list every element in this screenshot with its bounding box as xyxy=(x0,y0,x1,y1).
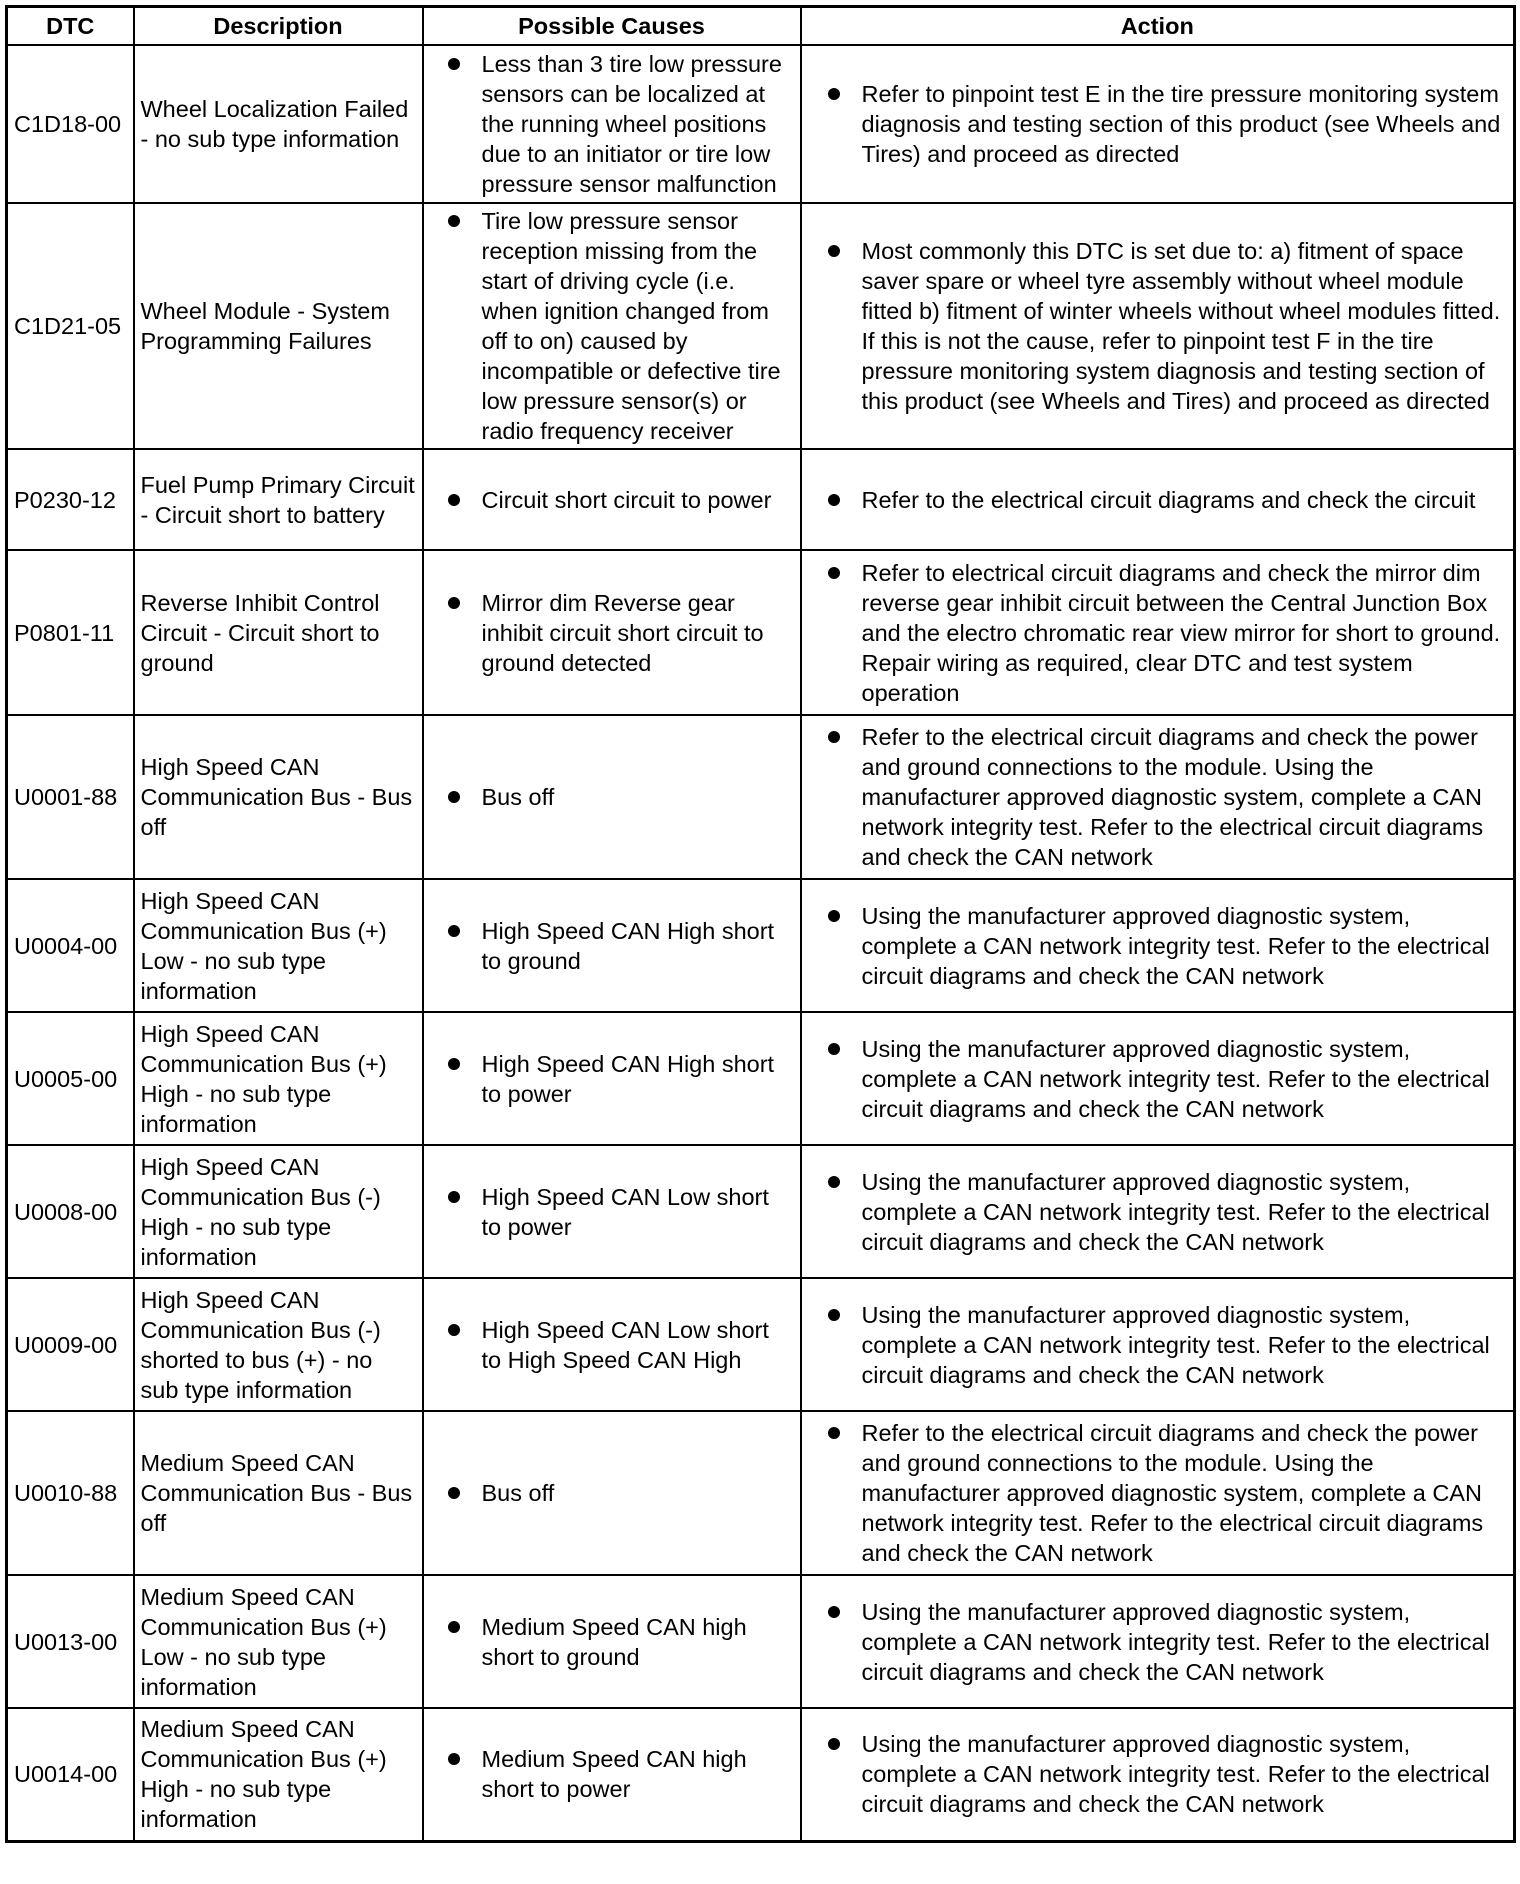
bullet-icon xyxy=(448,58,460,70)
table-row xyxy=(7,1708,1515,1841)
action-text: Using the manufacturer approved diagnostic system, complete a CAN network integrity test. Refer to the electrical circuit diagrams and check the CAN network xyxy=(861,1035,1490,1122)
dtc-description: Wheel Module - System Programming Failures xyxy=(134,203,423,449)
dtc-description: High Speed CAN Communication Bus - Bus off xyxy=(134,715,423,879)
dtc-code: U0001-88 xyxy=(7,715,134,879)
table-row xyxy=(7,1012,1515,1145)
action-text: Using the manufacturer approved diagnostic system, complete a CAN network integrity test. Refer to the electrical circuit diagrams and check the CAN network xyxy=(861,1168,1490,1255)
header-dtc: DTC xyxy=(7,7,134,46)
document-page xyxy=(5,5,1513,1843)
bullet-icon xyxy=(828,1738,840,1750)
action-text: Refer to the electrical circuit diagrams and check the power and ground connections to the module. Using the manufacturer approved diagnostic system, complete a CAN network integrity test. Refer to the electrical circuit diagrams and check the CAN network xyxy=(861,1420,1484,1566)
dtc-code: U0004-00 xyxy=(7,879,134,1012)
dtc-table xyxy=(5,5,1516,1843)
possible-cause xyxy=(423,1012,801,1145)
bullet-icon xyxy=(448,1324,460,1336)
action-text: Using the manufacturer approved diagnostic system, complete a CAN network integrity test. Refer to the electrical circuit diagrams and check the CAN network xyxy=(861,1301,1490,1388)
cause-text: Medium Speed CAN high short to ground xyxy=(481,1613,747,1670)
possible-cause xyxy=(423,1575,801,1708)
bullet-icon xyxy=(828,910,840,922)
action-text: Using the manufacturer approved diagnostic system, complete a CAN network integrity test. Refer to the electrical circuit diagrams and check the CAN network xyxy=(861,902,1490,989)
table-row xyxy=(7,1411,1515,1575)
action xyxy=(801,1708,1515,1841)
header-description: Description xyxy=(134,7,423,46)
dtc-code: U0005-00 xyxy=(7,1012,134,1145)
action xyxy=(801,1575,1515,1708)
cause-text: Tire low pressure sensor reception missing from the start of driving cycle (i.e. when ignition changed from off to on) caused by incompatible or defective tire low pressure sensor(s) or radio frequency receiver xyxy=(481,208,781,444)
possible-cause xyxy=(423,1708,801,1841)
possible-cause xyxy=(423,879,801,1012)
action-text: Most commonly this DTC is set due to: a) fitment of space saver spare or wheel tyre assembly without wheel module fitted b) fitment of winter wheels without wheel modules fitted. If this is not the cause, refer to pinpoint test F in the tire pressure monitoring system diagnosis and testing section of this product (see Wheels and Tires) and proceed as directed xyxy=(861,238,1501,414)
dtc-description: Medium Speed CAN Communication Bus (+) High - no sub type information xyxy=(134,1708,423,1841)
action xyxy=(801,449,1515,550)
bullet-icon xyxy=(828,88,840,100)
possible-cause xyxy=(423,45,801,203)
dtc-code: U0013-00 xyxy=(7,1575,134,1708)
bullet-icon xyxy=(828,567,840,579)
bullet-icon xyxy=(828,245,840,257)
dtc-description: Wheel Localization Failed - no sub type information xyxy=(134,45,423,203)
table-row xyxy=(7,879,1515,1012)
bullet-icon xyxy=(828,494,840,506)
bullet-icon xyxy=(448,791,460,803)
action xyxy=(801,45,1515,203)
dtc-description: High Speed CAN Communication Bus (-) shorted to bus (+) - no sub type information xyxy=(134,1278,423,1411)
cause-text: Less than 3 tire low pressure sensors can be localized at the running wheel positions due to an initiator or tire low pressure sensor malfunction xyxy=(481,51,782,197)
dtc-code: P0801-11 xyxy=(7,550,134,715)
possible-cause xyxy=(423,715,801,879)
action xyxy=(801,879,1515,1012)
table-row xyxy=(7,1145,1515,1278)
dtc-code: U0008-00 xyxy=(7,1145,134,1278)
table-row xyxy=(7,203,1515,449)
bullet-icon xyxy=(448,925,460,937)
table-row xyxy=(7,1575,1515,1708)
header-possible-causes: Possible Causes xyxy=(423,7,801,46)
bullet-icon xyxy=(828,1176,840,1188)
bullet-icon xyxy=(448,1191,460,1203)
cause-text: High Speed CAN High short to power xyxy=(481,1050,775,1107)
bullet-icon xyxy=(448,215,460,227)
action-text: Refer to the electrical circuit diagrams and check the circuit xyxy=(861,486,1476,513)
dtc-description: Fuel Pump Primary Circuit - Circuit short to battery xyxy=(134,449,423,550)
bullet-icon xyxy=(448,597,460,609)
bullet-icon xyxy=(448,1753,460,1765)
cause-text: Bus off xyxy=(481,1480,555,1506)
possible-cause xyxy=(423,1411,801,1575)
action xyxy=(801,1278,1515,1411)
action xyxy=(801,1411,1515,1575)
cause-text: Medium Speed CAN high short to power xyxy=(481,1746,747,1803)
bullet-icon xyxy=(828,1606,840,1618)
table-header-row xyxy=(7,7,1515,46)
table-row xyxy=(7,449,1515,550)
action xyxy=(801,1145,1515,1278)
action xyxy=(801,550,1515,715)
cause-text: Circuit short circuit to power xyxy=(481,486,772,513)
possible-cause xyxy=(423,1278,801,1411)
possible-cause xyxy=(423,1145,801,1278)
dtc-description: High Speed CAN Communication Bus (-) High - no sub type information xyxy=(134,1145,423,1278)
action-text: Refer to the electrical circuit diagrams and check the power and ground connections to the module. Using the manufacturer approved diagnostic system, complete a CAN network integrity test. Refer to the electrical circuit diagrams and check the CAN network xyxy=(861,724,1484,870)
bullet-icon xyxy=(448,1621,460,1633)
action-text: Refer to electrical circuit diagrams and check the mirror dim reverse gear inhibit circuit between the Central Junction Box and the electro chromatic rear view mirror for short to ground. Repair wiring as required, clear DTC and test system operation xyxy=(861,559,1501,706)
dtc-code: C1D21-05 xyxy=(7,203,134,449)
dtc-description: High Speed CAN Communication Bus (+) Low - no sub type information xyxy=(134,879,423,1012)
dtc-code: U0014-00 xyxy=(7,1708,134,1841)
cause-text: High Speed CAN Low short to power xyxy=(481,1183,769,1240)
bullet-icon xyxy=(448,1058,460,1070)
cause-text: Mirror dim Reverse gear inhibit circuit short circuit to ground detected xyxy=(481,589,764,676)
bullet-icon xyxy=(828,1309,840,1321)
table-row xyxy=(7,715,1515,879)
action xyxy=(801,715,1515,879)
dtc-description: High Speed CAN Communication Bus (+) High - no sub type information xyxy=(134,1012,423,1145)
table-row xyxy=(7,45,1515,203)
action-text: Refer to pinpoint test E in the tire pressure monitoring system diagnosis and testing section of this product (see Wheels and Tires) and proceed as directed xyxy=(861,81,1501,167)
dtc-code: U0010-88 xyxy=(7,1411,134,1575)
dtc-description: Reverse Inhibit Control Circuit - Circuit short to ground xyxy=(134,550,423,715)
bullet-icon xyxy=(448,494,460,506)
possible-cause xyxy=(423,449,801,550)
possible-cause xyxy=(423,550,801,715)
cause-text: Bus off xyxy=(481,784,555,810)
table-row xyxy=(7,550,1515,715)
bullet-icon xyxy=(828,1043,840,1055)
action xyxy=(801,1012,1515,1145)
action-text: Using the manufacturer approved diagnostic system, complete a CAN network integrity test. Refer to the electrical circuit diagrams and check the CAN network xyxy=(861,1731,1490,1818)
header-action: Action xyxy=(801,7,1515,46)
possible-cause xyxy=(423,203,801,449)
dtc-description: Medium Speed CAN Communication Bus (+) Low - no sub type information xyxy=(134,1575,423,1708)
dtc-code: U0009-00 xyxy=(7,1278,134,1411)
bullet-icon xyxy=(448,1487,460,1499)
action-text: Using the manufacturer approved diagnostic system, complete a CAN network integrity test. Refer to the electrical circuit diagrams and check the CAN network xyxy=(861,1598,1490,1685)
bullet-icon xyxy=(828,1427,840,1439)
table-row xyxy=(7,1278,1515,1411)
bullet-icon xyxy=(828,731,840,743)
dtc-code: P0230-12 xyxy=(7,449,134,550)
cause-text: High Speed CAN Low short to High Speed CAN High xyxy=(481,1316,769,1373)
cause-text: High Speed CAN High short to ground xyxy=(481,917,775,974)
action xyxy=(801,203,1515,449)
dtc-code: C1D18-00 xyxy=(7,45,134,203)
dtc-description: Medium Speed CAN Communication Bus - Bus off xyxy=(134,1411,423,1575)
